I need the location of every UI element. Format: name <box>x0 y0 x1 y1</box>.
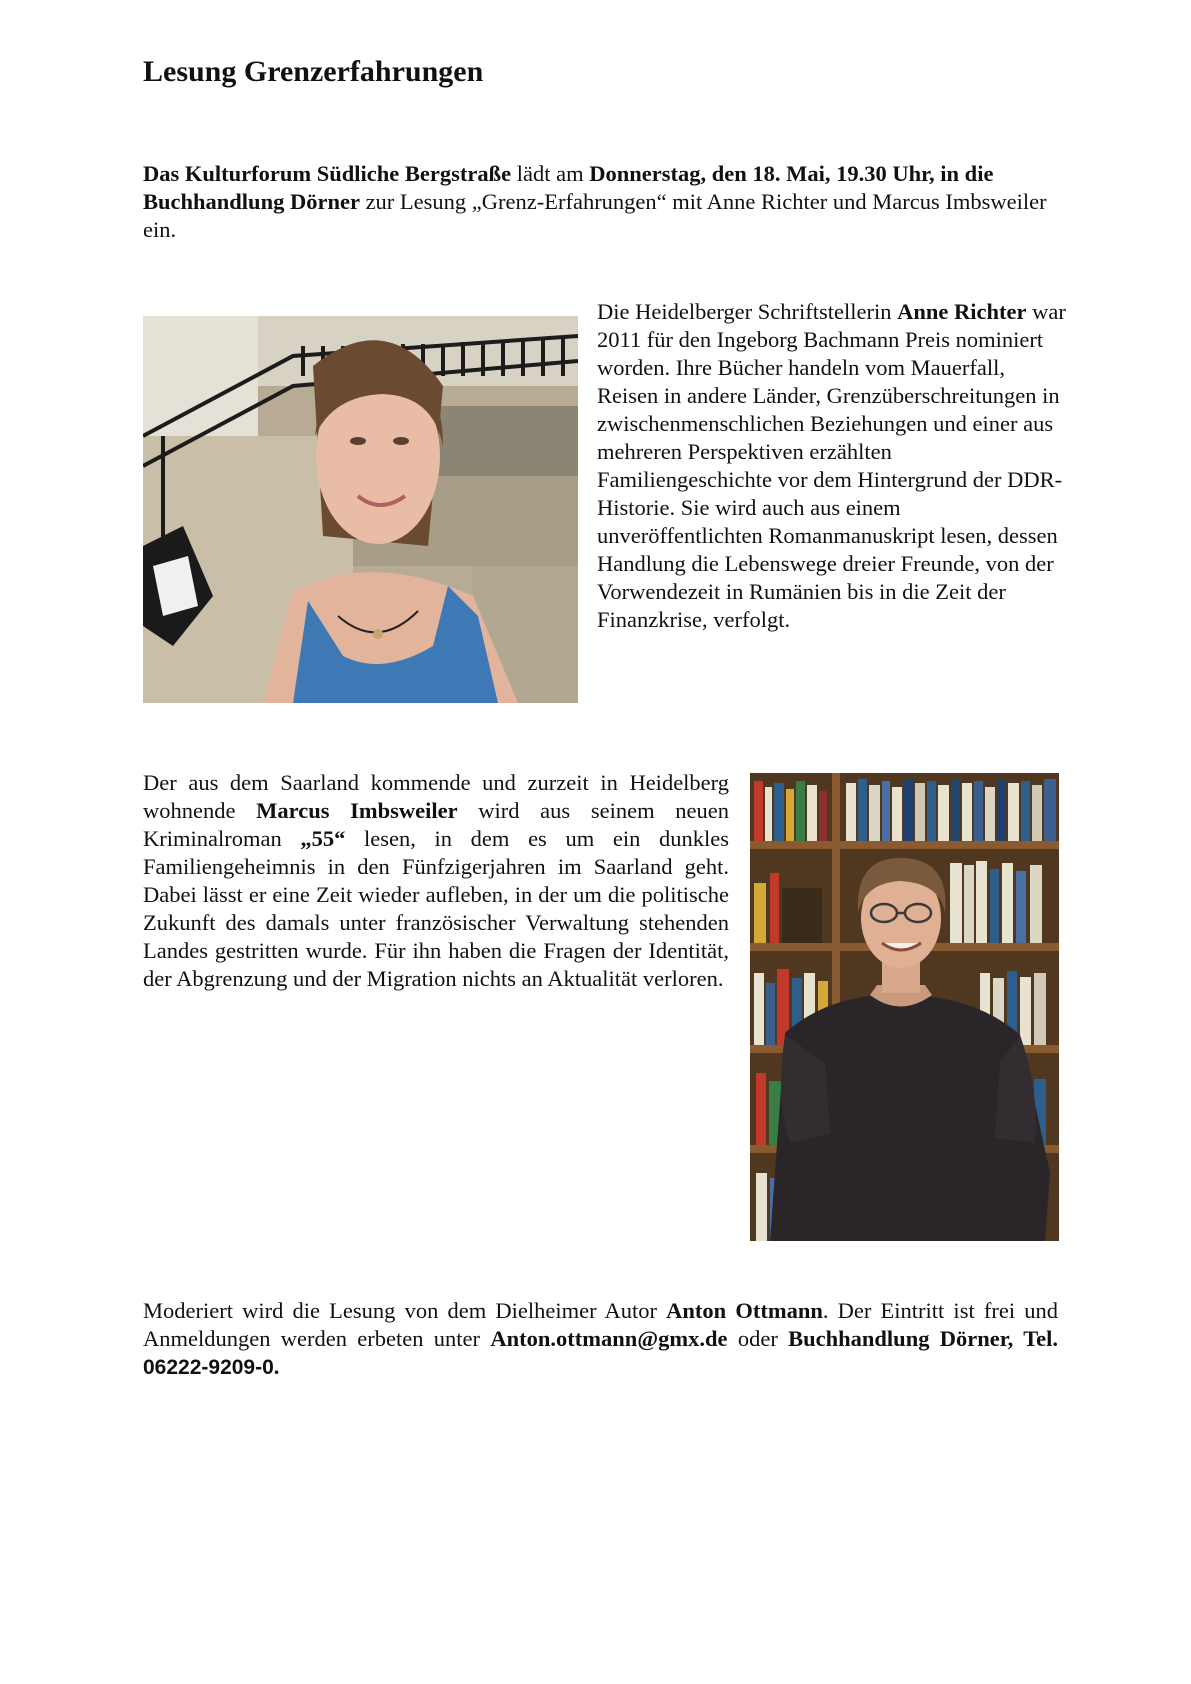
anne-richter-photo <box>143 316 578 703</box>
marcus-text-2: wird aus seinem neuen Kriminalroman <box>143 798 729 851</box>
contact-email[interactable]: Anton.ottmann@gmx.de <box>490 1326 728 1351</box>
intro-text-2: zur Lesung „Grenz-Erfahrungen“ mit Anne Richter und Marcus Imbsweiler ein. <box>143 189 1047 242</box>
closing-text-4: . <box>273 1354 280 1379</box>
anne-name: Anne Richter <box>897 299 1027 324</box>
book-title: „55“ <box>300 826 346 851</box>
closing-text-2: . Der Eintritt ist frei und Anmeldungen werden erbeten unter <box>143 1298 1058 1351</box>
marcus-text-1: Der aus dem Saarland kommende und zurzeit in Heidelberg wohnende <box>143 770 729 823</box>
anne-richter-paragraph <box>597 298 1067 634</box>
intro-text-1: lädt am <box>511 161 590 186</box>
event-date: Donnerstag, den 18. Mai, 19.30 Uhr, in die Buchhandlung Dörner <box>143 161 994 214</box>
page-title: Lesung Grenzerfahrungen <box>143 55 484 88</box>
anne-text-1: Die Heidelberger Schriftstellerin <box>597 299 898 324</box>
organizer-name: Das Kulturforum Südliche Bergstraße <box>143 161 512 186</box>
intro-paragraph <box>143 160 1063 244</box>
phone-number: 06222-9209-0 <box>143 1356 274 1379</box>
closing-text-1: Moderiert wird die Lesung von dem Dielheimer Autor <box>143 1298 667 1323</box>
marcus-text-3: lesen, in dem es um ein dunkles Familiengeheimnis in den Fünfzigerjahren im Saarland geht. Dabei lässt er eine Zeit wieder aufleben, in der um die politische Zukunft des damals unter französischer Verwaltung stehenden Landes gestritten wurde. Für ihn haben die Fragen der Identität, der Abgrenzung und der Migration nichts an Aktualität verloren. <box>143 826 729 991</box>
anne-text-2: war 2011 für den Ingeborg Bachmann Preis nominiert worden. Ihre Bücher handeln vom Mauerfall, Reisen in andere Länder, Grenzüberschreitungen in zwischenmenschlichen Beziehungen und einer aus mehreren Perspektiven erzählten Familiengeschichte vor dem Hintergrund der DDR-Historie. Sie wird auch aus einem unveröffentlichten Romanmanuskript lesen, dessen Handlung die Lebenswege dreier Freunde, von der Vorwendezeit in Rumänien bis in die Zeit der Finanzkrise, verfolgt. <box>597 299 1066 632</box>
marcus-name: Marcus Imbsweiler <box>256 798 458 823</box>
closing-paragraph <box>143 1297 1058 1382</box>
marcus-imbsweiler-paragraph <box>143 769 729 993</box>
closing-text-3: oder <box>727 1326 789 1351</box>
marcus-imbsweiler-photo <box>750 773 1059 1241</box>
moderator-name: Anton Ottmann <box>666 1298 823 1323</box>
bookstore-contact: Buchhandlung Dörner, Tel. <box>788 1326 1058 1351</box>
